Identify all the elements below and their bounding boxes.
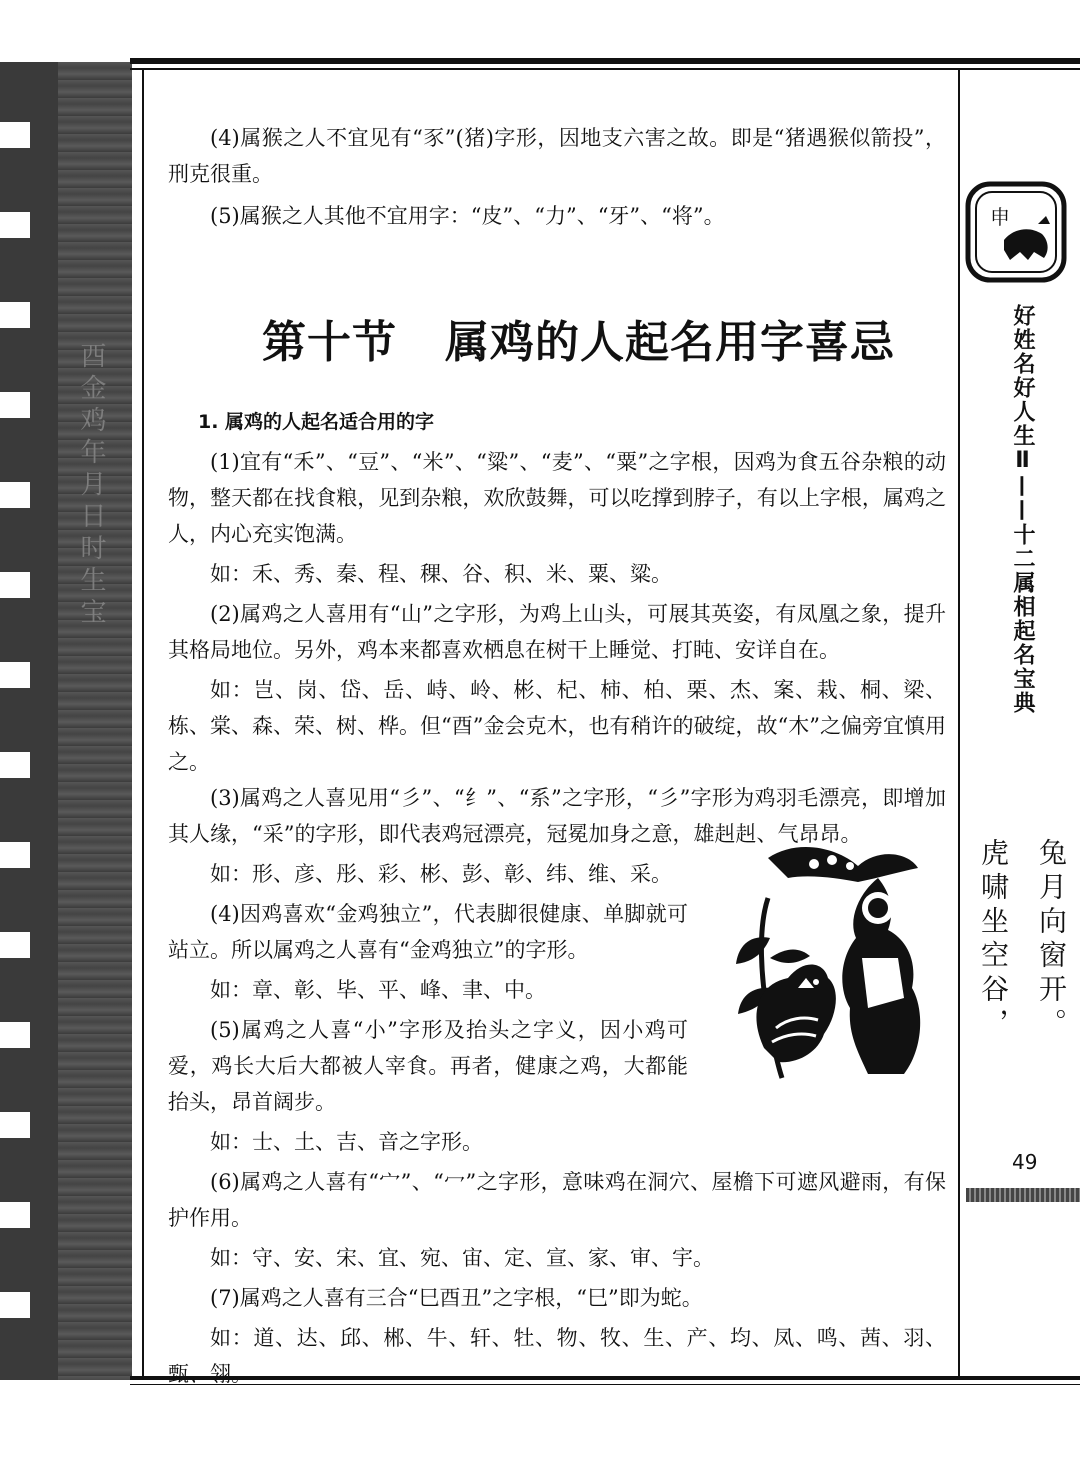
- paragraph: (7)属鸡之人喜有三合“巳酉丑”之字根，“巳”即为蛇。: [210, 1286, 703, 1310]
- paragraph: (6)属鸡之人喜有“宀”、“冖”之字形，意味鸡在洞穴、屋檐下可遮风避雨，有保护作用。: [168, 1170, 946, 1230]
- strip-notch: [0, 1292, 30, 1318]
- top-rule-thin: [130, 68, 1080, 70]
- example-list: 如：守、安、宋、宜、宛、宙、定、宣、家、审、宇。: [210, 1246, 714, 1270]
- chapter-number: 第十节: [262, 317, 397, 368]
- strip-notch: [0, 752, 30, 778]
- paragraph: (3)属鸡之人喜见用“彡”、“纟”、“系”之字形，“彡”字形为鸡羽毛漂亮，即增加其人缘，“采”的字形，即代表鸡冠漂亮，冠冕加身之意，雄赳赳、气昂昂。: [168, 786, 946, 846]
- chapter-title: 属鸡的人起名用字喜忌: [445, 317, 895, 368]
- example-list: 如：士、土、吉、音之字形。: [210, 1130, 483, 1154]
- decorative-film-strip: [0, 62, 132, 1380]
- book-title-vertical: 好姓名好人生Ⅱ——十二属相起名宝典: [1010, 304, 1035, 715]
- page-number-bar: [966, 1188, 1080, 1202]
- strip-notch: [0, 122, 30, 148]
- strip-notch: [0, 1202, 30, 1228]
- example-list: 如：形、彦、彤、彩、彬、彭、彰、纬、维、采。: [210, 862, 672, 886]
- strip-notch: [0, 842, 30, 868]
- strip-notch: [0, 932, 30, 958]
- paragraph: (2)属鸡之人喜用有“山”之字形，为鸡上山头，可展其英姿，有凤凰之象，提升其格局地位。另外，鸡本来都喜欢栖息在树干上睡觉、打盹、安详自在。: [168, 602, 946, 662]
- paragraph: (1)宜有“禾”、“豆”、“米”、“粱”、“麦”、“粟”之字根，因鸡为食五谷杂粮的动物，整天都在找食粮，见到杂粮，欢欣鼓舞，可以吃撑到脖子，有以上字根，属鸡之人，内心充实饱满。: [168, 450, 946, 546]
- strip-notch: [0, 302, 30, 328]
- zodiac-seal-emblem: [964, 180, 1068, 284]
- strip-notch: [0, 1112, 30, 1138]
- rooster-papercut-illustration: [728, 838, 948, 1082]
- poem-line-1: 兔月向窗开。: [1035, 838, 1068, 1042]
- strip-notch: [0, 662, 30, 688]
- strip-notch: [0, 1022, 30, 1048]
- strip-calligraphy: 酉金鸡年月日时生宝: [76, 342, 106, 630]
- strip-notch: [0, 212, 30, 238]
- strip-notch: [0, 482, 30, 508]
- page-number: 49: [1012, 1150, 1038, 1174]
- top-rule: [130, 58, 1080, 64]
- paragraph: (5)属猴之人其他不宜用字：“皮”、“力”、“牙”、“将”。: [210, 204, 725, 228]
- left-rule: [142, 70, 144, 1376]
- paragraph: (5)属鸡之人喜“小”字形及抬头之字义，因小鸡可爱，鸡长大后大都被人宰食。再者，健康之鸡，大都能抬头，昂首阔步。: [168, 1018, 688, 1114]
- strip-notch: [0, 392, 30, 418]
- right-rule: [958, 70, 960, 1376]
- paragraph: (4)因鸡喜欢“金鸡独立”，代表脚很健康、单脚就可站立。所以属鸡之人喜有“金鸡独立”的字形。: [168, 902, 688, 962]
- poem-line-2: 虎啸坐空谷，: [977, 838, 1010, 1042]
- example-list: 如：禾、秀、秦、程、稞、谷、积、米、粟、粱。: [210, 562, 672, 586]
- section-heading: 1. 属鸡的人起名适合用的字: [198, 411, 435, 433]
- top-paragraphs: [168, 120, 946, 234]
- seal-character: 申: [990, 205, 1010, 229]
- strip-texture: [58, 62, 132, 1380]
- example-list: 如：岂、岗、岱、岳、峙、岭、彬、杞、柿、柏、栗、杰、案、栽、桐、梁、栋、棠、森、荣、树、桦。但“酉”金会克木，也有稍许的破绽，故“木”之偏旁宜慎用之。: [168, 678, 946, 774]
- chapter-heading: [262, 306, 895, 370]
- paragraph: (4)属猴之人不宜见有“豕”(猪)字形，因地支六害之故。即是“猪遇猴似箭投”，刑克很重。: [168, 126, 946, 186]
- example-list: 如：章、彰、毕、平、峰、聿、中。: [210, 978, 546, 1002]
- strip-notch: [0, 572, 30, 598]
- example-list: 如：道、达、邱、郴、牛、轩、牡、物、牧、生、产、均、凤、鸣、茜、羽、甄、翎。: [168, 1326, 946, 1386]
